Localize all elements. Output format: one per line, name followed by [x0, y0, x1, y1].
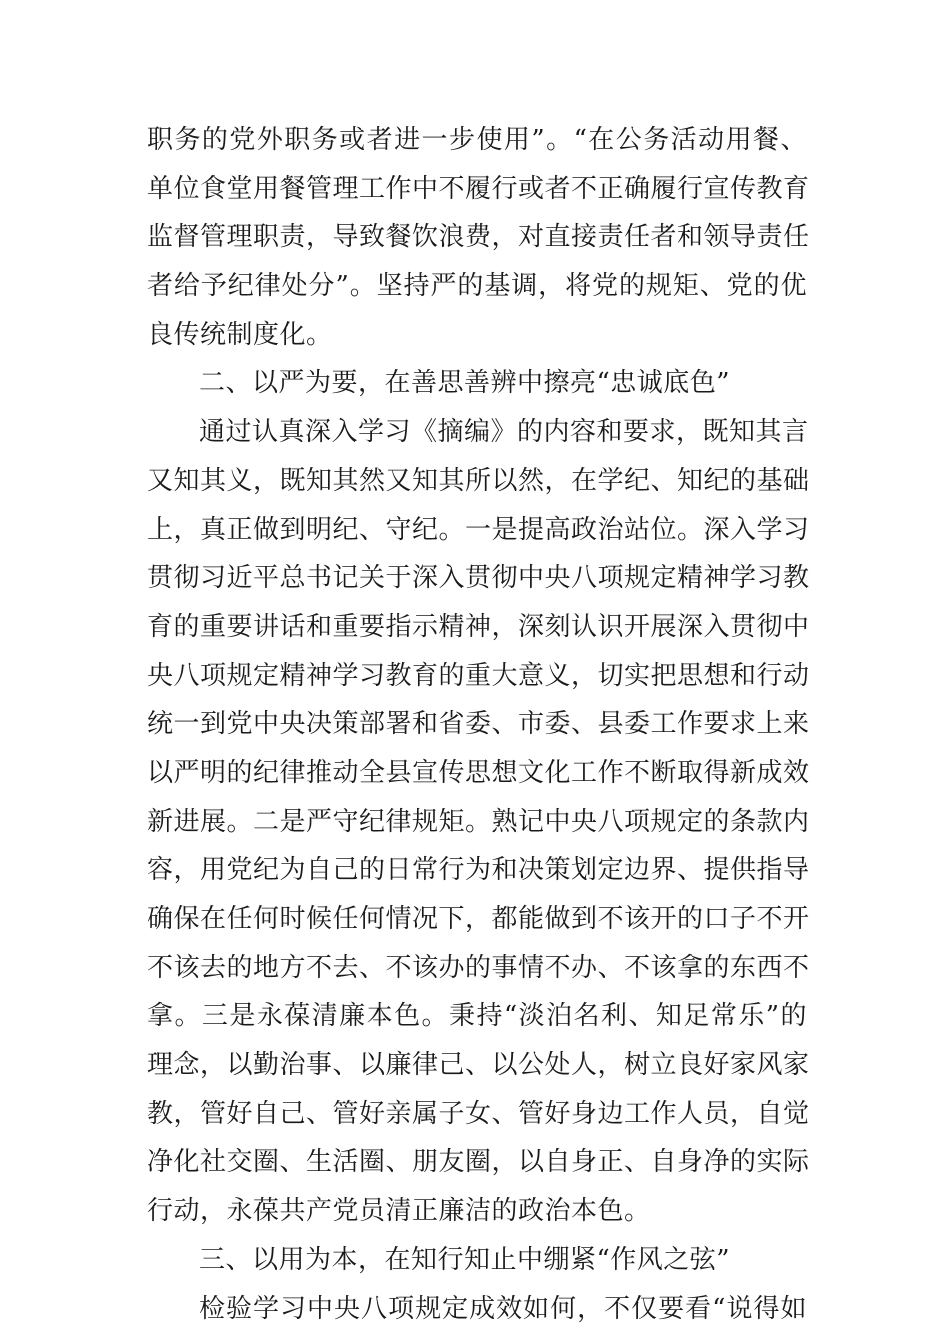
text-line: 检验学习中央八项规定成效如何，不仅要看“说得如	[199, 1293, 807, 1324]
text-line: 确保在任何时候任何情况下，都能做到不该开的口子不开	[147, 904, 810, 934]
section-heading-2: 二、以严为要，在善思善辨中擦亮“忠诚底色”	[199, 368, 731, 399]
text-line: 新进展。二是严守纪律规矩。熟记中央八项规定的条款内	[147, 806, 810, 837]
text-line: 通过认真深入学习《摘编》的内容和要求，既知其言	[199, 417, 809, 448]
text-line: 统一到党中央决策部署和省委、市委、县委工作要求上来	[147, 709, 810, 740]
text-line: 者给予纪律处分”。坚持严的基调，将党的规矩、党的优	[147, 271, 807, 302]
text-line: 又知其义，既知其然又知其所以然，在学纪、知纪的基础	[147, 465, 810, 496]
text-line: 单位食堂用餐管理工作中不履行或者不正确履行宣传教育	[147, 173, 810, 204]
text-line: 不该去的地方不去、不该办的事情不办、不该拿的东西不	[147, 952, 810, 983]
text-line: 容，用党纪为自己的日常行为和决策划定边界、提供指导	[147, 855, 810, 886]
section-heading-3: 三、以用为本，在知行知止中绷紧“作风之弦”	[199, 1244, 731, 1275]
text-line: 行动，永葆共产党员清正廉洁的政治本色。	[147, 1196, 651, 1227]
body-text	[147, 116, 810, 1333]
text-line: 良传统制度化。	[147, 319, 333, 350]
text-line: 理念，以勤治事、以廉律己、以公处人，树立良好家风家	[147, 1050, 810, 1081]
text-line: 上，真正做到明纪、守纪。一是提高政治站位。深入学习	[147, 514, 810, 545]
text-line: 拿。三是永葆清廉本色。秉持“淡泊名利、知足常乐”的	[147, 1001, 807, 1032]
text-line: 以严明的纪律推动全县宣传思想文化工作不断取得新成效	[147, 757, 810, 788]
text-line: 职务的党外职务或者进一步使用”。“在公务活动用餐、	[147, 125, 807, 155]
text-line: 监督管理职责，导致餐饮浪费，对直接责任者和领导责任	[147, 222, 810, 253]
text-line: 贯彻习近平总书记关于深入贯彻中央八项规定精神学习教	[147, 563, 810, 594]
text-line: 央八项规定精神学习教育的重大意义，切实把思想和行动	[147, 660, 810, 691]
text-line: 教，管好自己、管好亲属子女、管好身边工作人员，自觉	[147, 1098, 810, 1129]
text-line: 育的重要讲话和重要指示精神，深刻认识开展深入贯彻中	[147, 611, 810, 642]
text-line: 净化社交圈、生活圈、朋友圈，以自身正、自身净的实际	[147, 1147, 810, 1178]
